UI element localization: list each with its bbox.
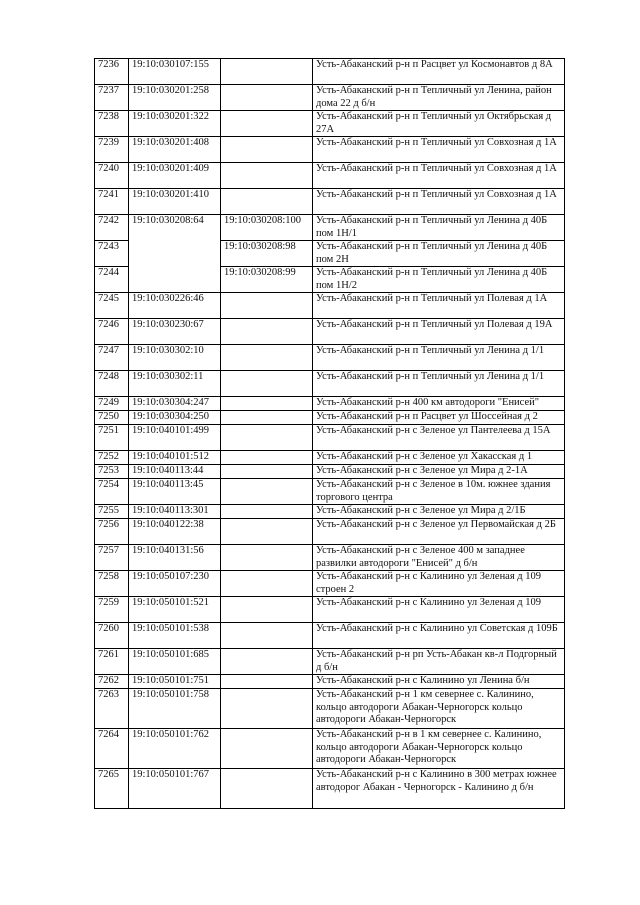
table-row — [95, 425, 565, 451]
address-cell: Усть-Абаканский р-н с Зеленое ул Пантелеева д 15А — [313, 425, 565, 451]
cadastral-number-cell: 19:10:050101:758 — [129, 689, 221, 729]
table-row — [95, 571, 565, 597]
cadastral-number-cell: 19:10:040101:512 — [129, 451, 221, 465]
address-cell: Усть-Абаканский р-н с Зеленое 400 м западнее развилки автодороги "Енисей" д б/н — [313, 545, 565, 571]
address-cell: Усть-Абаканский р-н п Тепличный ул Совхозная д 1А — [313, 189, 565, 215]
row-number-cell: 7254 — [95, 479, 129, 505]
row-number-cell: 7247 — [95, 345, 129, 371]
sub-object-number-cell — [221, 163, 313, 189]
row-number-cell: 7240 — [95, 163, 129, 189]
address-cell: Усть-Абаканский р-н п Тепличный ул Ленина д 40Б пом 1Н/1 — [313, 215, 565, 241]
address-cell: Усть-Абаканский р-н п Тепличный ул Полевая д 1А — [313, 293, 565, 319]
address-cell: Усть-Абаканский р-н в 1 км севернее с. Калинино, кольцо автодороги Абакан-Черногорск кольцо автодороги Абакан-Черногорск — [313, 729, 565, 769]
sub-object-number-cell — [221, 137, 313, 163]
table-row — [95, 597, 565, 623]
table-row — [95, 545, 565, 571]
address-cell: Усть-Абаканский р-н с Калинино ул Ленина б/н — [313, 675, 565, 689]
address-cell: Усть-Абаканский р-н п Тепличный ул Полевая д 19А — [313, 319, 565, 345]
row-number-cell: 7261 — [95, 649, 129, 675]
sub-object-number-cell — [221, 675, 313, 689]
row-number-cell: 7248 — [95, 371, 129, 397]
address-cell: Усть-Абаканский р-н 400 км автодороги "Енисей" — [313, 397, 565, 411]
table-row — [95, 293, 565, 319]
address-cell: Усть-Абаканский р-н п Расцвет ул Шоссейная д 2 — [313, 411, 565, 425]
row-number-cell: 7258 — [95, 571, 129, 597]
address-cell: Усть-Абаканский р-н с Калинино ул Советская д 109Б — [313, 623, 565, 649]
table-row — [95, 769, 565, 809]
address-cell: Усть-Абаканский р-н п Тепличный ул Ленина д 1/1 — [313, 371, 565, 397]
row-number-cell: 7251 — [95, 425, 129, 451]
sub-object-number-cell — [221, 371, 313, 397]
sub-object-number-cell — [221, 345, 313, 371]
sub-object-number-cell — [221, 411, 313, 425]
row-number-cell: 7243 — [95, 241, 129, 267]
address-cell: Усть-Абаканский р-н с Зеленое ул Мира д 2-1А — [313, 465, 565, 479]
row-number-cell: 7238 — [95, 111, 129, 137]
cadastral-number-cell: 19:10:050101:751 — [129, 675, 221, 689]
sub-object-number-cell — [221, 519, 313, 545]
sub-object-number-cell — [221, 571, 313, 597]
table-row — [95, 345, 565, 371]
cadastral-number-cell: 19:10:050101:685 — [129, 649, 221, 675]
sub-object-number-cell — [221, 769, 313, 809]
row-number-cell: 7253 — [95, 465, 129, 479]
cadastral-number-cell: 19:10:030201:258 — [129, 85, 221, 111]
cadastral-number-cell: 19:10:030201:408 — [129, 137, 221, 163]
row-number-cell: 7237 — [95, 85, 129, 111]
sub-object-number-cell — [221, 425, 313, 451]
sub-object-number-cell — [221, 59, 313, 85]
row-number-cell: 7262 — [95, 675, 129, 689]
cadastral-number-cell: 19:10:030304:250 — [129, 411, 221, 425]
row-number-cell: 7249 — [95, 397, 129, 411]
sub-object-number-cell — [221, 451, 313, 465]
row-number-cell: 7264 — [95, 729, 129, 769]
address-cell: Усть-Абаканский р-н с Калинино ул Зеленая д 109 строен 2 — [313, 571, 565, 597]
cadastral-number-cell: 19:10:030201:410 — [129, 189, 221, 215]
sub-object-number-cell — [221, 397, 313, 411]
cadastral-number-cell: 19:10:040122:38 — [129, 519, 221, 545]
row-number-cell: 7250 — [95, 411, 129, 425]
cadastral-number-cell: 19:10:050101:767 — [129, 769, 221, 809]
sub-object-number-cell — [221, 189, 313, 215]
table-row — [95, 465, 565, 479]
address-cell: Усть-Абаканский р-н п Тепличный ул Совхозная д 1А — [313, 163, 565, 189]
sub-object-number-cell: 19:10:030208:100 — [221, 215, 313, 241]
cadastral-number-cell: 19:10:050107:230 — [129, 571, 221, 597]
table-row — [95, 189, 565, 215]
cadastral-number-cell: 19:10:050101:521 — [129, 597, 221, 623]
table-row — [95, 519, 565, 545]
row-number-cell: 7242 — [95, 215, 129, 241]
table-row — [95, 451, 565, 465]
register-table-body — [95, 59, 565, 809]
table-row — [95, 59, 565, 85]
address-cell: Усть-Абаканский р-н п Тепличный ул Ленина, район дома 22 д б/н — [313, 85, 565, 111]
table-row — [95, 729, 565, 769]
sub-object-number-cell — [221, 597, 313, 623]
table-row — [95, 649, 565, 675]
table-row — [95, 111, 565, 137]
row-number-cell: 7260 — [95, 623, 129, 649]
sub-object-number-cell — [221, 85, 313, 111]
address-cell: Усть-Абаканский р-н с Зеленое ул Первомайская д 2Б — [313, 519, 565, 545]
cadastral-number-cell: 19:10:040113:45 — [129, 479, 221, 505]
cadastral-number-cell: 19:10:030226:46 — [129, 293, 221, 319]
address-cell: Усть-Абаканский р-н с Зеленое ул Мира д 2/1Б — [313, 505, 565, 519]
row-number-cell: 7245 — [95, 293, 129, 319]
sub-object-number-cell — [221, 623, 313, 649]
row-number-cell: 7255 — [95, 505, 129, 519]
address-cell: Усть-Абаканский р-н с Калинино ул Зеленая д 109 — [313, 597, 565, 623]
row-number-cell: 7259 — [95, 597, 129, 623]
row-number-cell: 7239 — [95, 137, 129, 163]
cadastral-number-cell: 19:10:030302:10 — [129, 345, 221, 371]
table-row — [95, 319, 565, 345]
cadastral-number-cell: 19:10:040131:56 — [129, 545, 221, 571]
cadastral-number-cell: 19:10:030302:11 — [129, 371, 221, 397]
address-cell: Усть-Абаканский р-н п Расцвет ул Космонавтов д 8А — [313, 59, 565, 85]
sub-object-number-cell — [221, 649, 313, 675]
address-cell: Усть-Абаканский р-н п Тепличный ул Совхозная д 1А — [313, 137, 565, 163]
row-number-cell: 7256 — [95, 519, 129, 545]
row-number-cell: 7252 — [95, 451, 129, 465]
table-row — [95, 137, 565, 163]
row-number-cell: 7246 — [95, 319, 129, 345]
address-cell: Усть-Абаканский р-н п Тепличный ул Ленина д 1/1 — [313, 345, 565, 371]
row-number-cell: 7263 — [95, 689, 129, 729]
table-row — [95, 163, 565, 189]
address-cell: Усть-Абаканский р-н рп Усть-Абакан кв-л Подгорный д б/н — [313, 649, 565, 675]
row-number-cell: 7241 — [95, 189, 129, 215]
sub-object-number-cell — [221, 729, 313, 769]
table-row — [95, 675, 565, 689]
table-row — [95, 215, 565, 241]
cadastral-number-cell: 19:10:030208:64 — [129, 215, 221, 293]
address-cell: Усть-Абаканский р-н с Зеленое ул Хакасская д 1 — [313, 451, 565, 465]
sub-object-number-cell: 19:10:030208:99 — [221, 267, 313, 293]
address-cell: Усть-Абаканский р-н п Тепличный ул Ленина д 40Б пом 2Н — [313, 241, 565, 267]
table-row — [95, 623, 565, 649]
sub-object-number-cell — [221, 479, 313, 505]
cadastral-number-cell: 19:10:030201:322 — [129, 111, 221, 137]
row-number-cell: 7236 — [95, 59, 129, 85]
address-cell: Усть-Абаканский р-н п Тепличный ул Ленина д 40Б пом 1Н/2 — [313, 267, 565, 293]
sub-object-number-cell: 19:10:030208:98 — [221, 241, 313, 267]
cadastral-number-cell: 19:10:050101:538 — [129, 623, 221, 649]
row-number-cell: 7244 — [95, 267, 129, 293]
table-row — [95, 397, 565, 411]
sub-object-number-cell — [221, 293, 313, 319]
table-row — [95, 371, 565, 397]
cadastral-number-cell: 19:10:040113:301 — [129, 505, 221, 519]
cadastral-number-cell: 19:10:030107:155 — [129, 59, 221, 85]
table-row — [95, 505, 565, 519]
row-number-cell: 7257 — [95, 545, 129, 571]
cadastral-number-cell: 19:10:040101:499 — [129, 425, 221, 451]
sub-object-number-cell — [221, 545, 313, 571]
address-cell: Усть-Абаканский р-н с Калинино в 300 метрах южнее автодорог Абакан - Черногорск - Калинино д б/н — [313, 769, 565, 809]
address-cell: Усть-Абаканский р-н п Тепличный ул Октябрьская д 27А — [313, 111, 565, 137]
table-row — [95, 85, 565, 111]
sub-object-number-cell — [221, 111, 313, 137]
sub-object-number-cell — [221, 319, 313, 345]
table-row — [95, 411, 565, 425]
cadastral-number-cell: 19:10:030230:67 — [129, 319, 221, 345]
sub-object-number-cell — [221, 465, 313, 479]
row-number-cell: 7265 — [95, 769, 129, 809]
table-row — [95, 689, 565, 729]
sub-object-number-cell — [221, 689, 313, 729]
table-row — [95, 479, 565, 505]
sub-object-number-cell — [221, 505, 313, 519]
cadastral-number-cell: 19:10:030201:409 — [129, 163, 221, 189]
register-table — [94, 58, 565, 809]
address-cell: Усть-Абаканский р-н с Зеленое в 10м. южнее здания торгового центра — [313, 479, 565, 505]
address-cell: Усть-Абаканский р-н 1 км севернее с. Калинино, кольцо автодороги Абакан-Черногорск кольцо автодороги Абакан-Черногорск — [313, 689, 565, 729]
cadastral-number-cell: 19:10:030304:247 — [129, 397, 221, 411]
cadastral-number-cell: 19:10:050101:762 — [129, 729, 221, 769]
cadastral-number-cell: 19:10:040113:44 — [129, 465, 221, 479]
